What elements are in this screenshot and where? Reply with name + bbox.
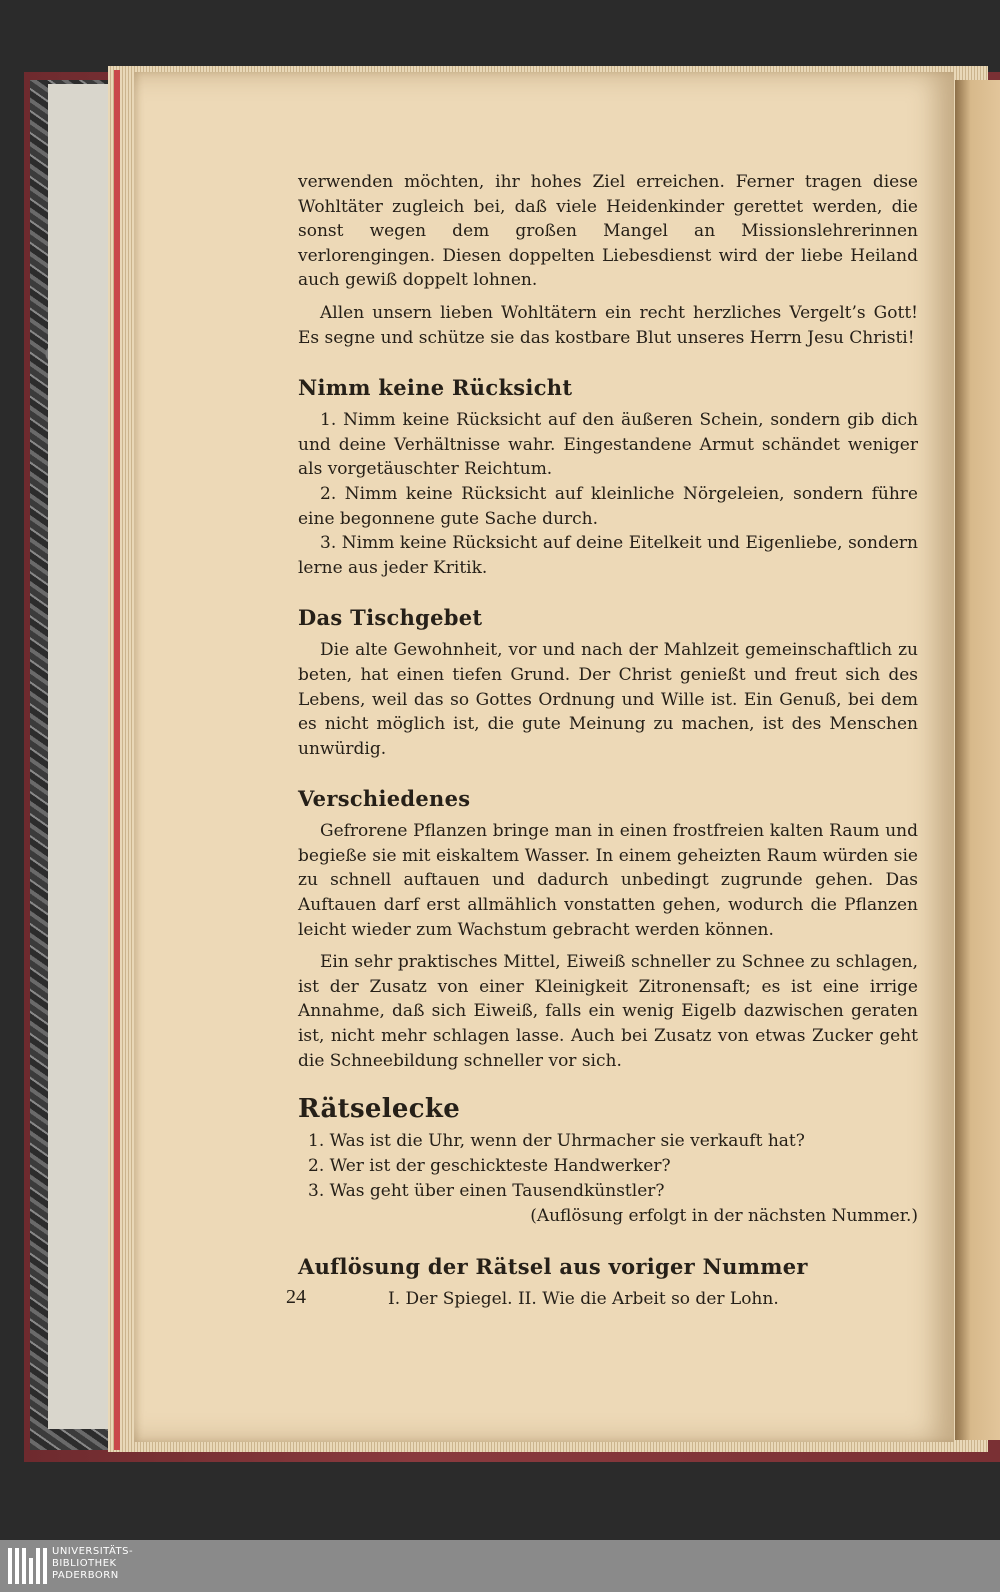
section-heading-verschiedenes: Verschiedenes bbox=[298, 786, 471, 812]
intro-paragraph-2: Allen unsern lieben Wohltätern ein recht herzliches Vergelt’s Gott! Es segne und schütze sie das kostbare Blut unseres Herrn Jesu Christi! bbox=[298, 302, 918, 348]
library-logo-icon bbox=[8, 1548, 47, 1584]
section-heading-nimm-keine-ruecksicht: Nimm keine Rücksicht bbox=[298, 375, 573, 401]
library-logo-text bbox=[52, 1546, 133, 1582]
footer-bar bbox=[0, 1540, 1000, 1592]
riddle-list bbox=[298, 1129, 918, 1204]
riddle-note: (Auflösung erfolgt in der nächsten Nummer.) bbox=[530, 1206, 918, 1227]
logo-line: BIBLIOTHEK bbox=[52, 1558, 117, 1569]
list-item: 3. Nimm keine Rücksicht auf deine Eitelkeit und Eigenliebe, sondern lerne aus jeder Kritik. bbox=[298, 533, 918, 578]
page-number: 24 bbox=[286, 1286, 306, 1308]
section-heading-aufloesung: Auflösung der Rätsel aus voriger Nummer bbox=[298, 1253, 808, 1279]
list-item: 2. Nimm keine Rücksicht auf kleinliche Nörgeleien, sondern führe eine begonnene gute Sache durch. bbox=[298, 483, 918, 529]
logo-line: PADERBORN bbox=[52, 1570, 119, 1581]
tischgebet-paragraph: Die alte Gewohnheit, vor und nach der Mahlzeit gemeinschaftlich zu beten, hat einen tiefen Grund. Der Christ genießt und freut sich des Lebens, weil das so Gottes Ordnung und Wille ist. Ein Genuß, bei dem es nicht möglich ist, die gute Meinung zu machen, ist des Menschen unwürdig. bbox=[298, 640, 918, 759]
red-page-edge bbox=[114, 70, 120, 1450]
riddle-item: 2. Wer ist der geschickteste Handwerker? bbox=[308, 1156, 671, 1177]
logo-line: UNIVERSITÄTS- bbox=[52, 1546, 134, 1557]
next-page-edge bbox=[955, 80, 1000, 1440]
section-heading-tischgebet: Das Tischgebet bbox=[298, 605, 483, 631]
verschiedenes-paragraph-2: Ein sehr praktisches Mittel, Eiweiß schneller zu Schnee zu schlagen, ist der Zusatz von einer Kleinigkeit Zitronensaft; es ist eine irrige Annahme, daß sich Eiweiß, falls ein wenig Eigelb dazwischen geraten ist, nicht mehr schlagen lasse. Auch bei Zusatz von etwas Zucker geht die Schneebildung schneller vor sich. bbox=[298, 952, 918, 1071]
section-heading-raetselecke: Rätselecke bbox=[298, 1094, 461, 1125]
riddle-item: 3. Was geht über einen Tausendkünstler? bbox=[308, 1181, 665, 1202]
list-item: 1. Nimm keine Rücksicht auf den äußeren Schein, sondern gib dich und deine Verhältnisse wahr. Eingestandene Armut schändet weniger als vorgetäuschter Reichtum. bbox=[298, 410, 918, 480]
verschiedenes-paragraph-1: Gefrorene Pflanzen bringe man in einen frostfreien kalten Raum und begieße sie mit eiskaltem Wasser. In einem geheizten Raum würden sie zu schnell auftauen und dadurch unbedingt zugrunde gehen. Das Auftauen darf erst allmählich vonstatten gehen, wodurch die Pflanzen leicht wieder zum Wachstum gebracht werden können. bbox=[298, 821, 918, 940]
riddle-item: 1. Was ist die Uhr, wenn der Uhrmacher sie verkauft hat? bbox=[308, 1131, 805, 1152]
intro-paragraph-1: verwenden möchten, ihr hohes Ziel erreichen. Ferner tragen diese Wohltäter zugleich bei, daß viele Heidenkinder gerettet werden, die sonst wegen dem großen Mangel an Missionslehrerinnen verlorengingen. Diesen doppelten Liebesdienst wird der liebe Heiland auch gewiß doppelt lohnen. bbox=[298, 172, 918, 291]
riddle-solution: I. Der Spiegel. II. Wie die Arbeit so der Lohn. bbox=[388, 1288, 779, 1309]
page-content bbox=[298, 170, 918, 1311]
